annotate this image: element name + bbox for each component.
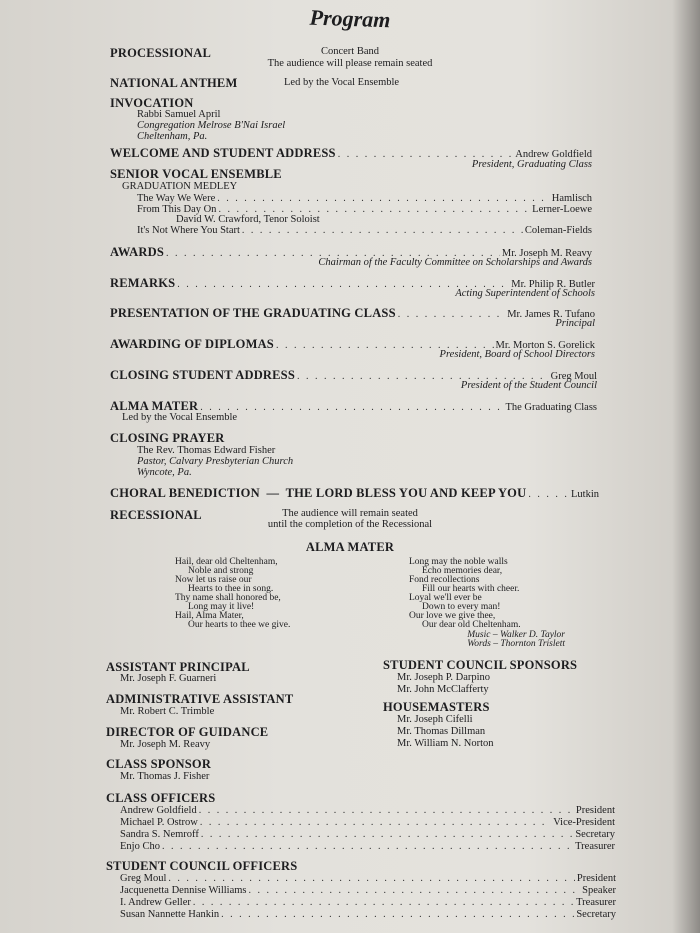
vocal-soloist: David W. Crawford, Tenor Soloist [176,214,320,225]
song-composer: Coleman-Fields [524,225,592,236]
leader-dots [168,873,575,884]
officer-name: Susan Nannette Hankin [120,909,220,920]
benediction-value: Lutkin [571,489,599,500]
officer-name: Enjo Cho [120,841,160,852]
invocation-congregation: Congregation Melrose B'Nai Israel [137,120,286,131]
recessional-line1: The audience will remain seated [282,508,418,519]
council-officers-label: STUDENT COUNCIL OFFICERS [106,859,298,873]
officer-role: President [576,873,616,884]
invocation-location: Cheltenham, Pa. [137,131,208,142]
leader-dots [528,489,569,500]
class-sponsor-name: Mr. Thomas J. Fisher [120,771,210,782]
housemaster-name: Mr. Joseph Cifelli [397,714,473,725]
remarks-title: Acting Superintendent of Schools [455,288,595,299]
admin-assistant-name: Mr. Robert C. Trimble [120,706,215,717]
housemaster-name: Mr. William N. Norton [397,738,494,749]
officer-role: President [575,805,615,816]
leader-dots [193,897,574,908]
verse-line: Hail, Alma Mater, [175,611,244,621]
verse-line: Long may the noble walls [409,557,508,567]
awards-title: Chairman of the Faculty Committee on Scholarships and Awards [318,257,592,268]
housemaster-name: Mr. Thomas Dillman [397,726,486,737]
officer-row [120,841,615,852]
officer-name: Sandra S. Nemroff [120,829,199,840]
officer-row [120,873,616,884]
awards-name: Mr. Joseph M. Reavy [501,248,592,259]
alma-mater-value: The Graduating Class [505,402,597,413]
verse-line: Noble and strong [188,566,254,576]
assistant-principal-name: Mr. Joseph F. Guarneri [120,673,217,684]
alma-mater-heading: ALMA MATER [305,540,395,554]
remarks-label: REMARKS [110,276,176,290]
benediction-row [110,486,599,501]
officer-name: Andrew Goldfield [120,805,197,816]
officer-row [120,897,616,908]
council-sponsor-name: Mr. Joseph P. Darpino [397,672,491,683]
welcome-title: President, Graduating Class [471,159,592,170]
verse-line: Our love we give thee, [409,611,496,621]
processional-line2: The audience will please remain seated [267,58,433,69]
recessional-label: RECESSIONAL [110,508,202,522]
guidance-name: Mr. Joseph M. Reavy [120,739,211,750]
song-row [137,193,592,204]
verse-line: Hearts to thee in song. [188,584,274,594]
leader-dots [201,829,574,840]
remarks-name: Mr. Philip R. Butler [511,279,595,290]
leader-dots [398,309,505,320]
officer-role: Treasurer [575,841,615,852]
welcome-name: Andrew Goldfield [515,149,592,160]
officer-name: Jacquenetta Dennise Williams [120,885,247,896]
page-title: Program [309,4,391,33]
verse-line: Loyal we'll ever be [409,593,482,603]
assistant-principal-label: ASSISTANT PRINCIPAL [106,660,250,674]
song-words-credit: Words – Thornton Trislett [467,639,565,649]
verse-line: Our dear old Cheltenham. [422,620,521,630]
processional-line1: Concert Band [320,46,380,57]
closing-address-name: Greg Moul [550,371,597,382]
officer-role: Secretary [576,909,616,920]
officer-row [120,909,616,920]
council-sponsors-label: STUDENT COUNCIL SPONSORS [383,658,578,672]
verse-line: Echo memories dear, [422,566,503,576]
awards-label: AWARDS [110,245,164,259]
officer-role: Speaker [582,885,616,896]
song-title: From This Day On [137,204,217,215]
alma-mater-note: Led by the Vocal Ensemble [122,412,238,423]
diplomas-title: President, Board of School Directors [439,349,595,360]
verse-line: Fill our hearts with cheer. [422,584,520,594]
song-row [137,225,592,236]
admin-assistant-label: ADMINISTRATIVE ASSISTANT [106,692,294,706]
officer-row [120,817,615,828]
guidance-label: DIRECTOR OF GUIDANCE [106,725,269,739]
invocation-name: Rabbi Samuel April [137,109,221,120]
officer-name: Michael P. Ostrow [120,817,198,828]
housemasters-label: HOUSEMASTERS [383,700,490,714]
officer-name: Greg Moul [120,873,167,884]
verse-line: Hail, dear old Cheltenham, [175,557,278,567]
presentation-title: Principal [555,318,595,329]
class-sponsor-label: CLASS SPONSOR [106,757,212,771]
officer-row [120,805,615,816]
presentation-label: PRESENTATION OF THE GRADUATING CLASS [110,306,396,320]
verse-line: Our hearts to thee we give. [188,620,291,630]
processional-label: PROCESSIONAL [110,46,212,60]
leader-dots [200,402,503,413]
officer-role: Secretary [575,829,615,840]
closing-prayer-location: Wyncote, Pa. [137,467,192,478]
vocal-label: SENIOR VOCAL ENSEMBLE [110,167,282,181]
song-title: It's Not Where You Start [137,225,240,236]
officer-role: Vice-President [553,817,615,828]
anthem-note: Led by the Vocal Ensemble [284,77,400,88]
diplomas-label: AWARDING OF DIPLOMAS [110,337,274,351]
verse-line: Fond recollections [409,575,480,585]
closing-prayer-church: Pastor, Calvary Presbyterian Church [137,456,294,467]
closing-prayer-label: CLOSING PRAYER [110,431,225,445]
alma-mater-label: ALMA MATER [110,399,199,413]
invocation-label: INVOCATION [110,96,194,110]
vocal-medley: GRADUATION MEDLEY [122,181,238,192]
song-title: The Way We Were [137,193,216,204]
class-officers-label: CLASS OFFICERS [106,791,216,805]
officer-name: I. Andrew Geller [120,897,191,908]
officer-role: Treasurer [576,897,616,908]
council-sponsor-name: Mr. John McClafferty [397,684,489,695]
closing-address-label: CLOSING STUDENT ADDRESS [110,368,295,382]
leader-dots [249,885,581,896]
leader-dots [242,225,523,236]
song-composer: Lerner-Loewe [532,204,592,215]
officer-row [120,885,616,896]
leader-dots [217,193,550,204]
officer-row [120,829,615,840]
leader-dots [199,805,574,816]
welcome-label: WELCOME AND STUDENT ADDRESS [110,146,336,160]
leader-dots [221,909,574,920]
leader-dots [162,841,573,852]
song-music-credit: Music – Walker D. Taylor [467,630,565,640]
presentation-name: Mr. James R. Tufano [507,309,595,320]
verse-line: Thy name shall honored be, [175,593,281,603]
verse-line: Long may it live! [188,602,255,612]
verse-line: Down to every man! [422,602,501,612]
closing-prayer-name: The Rev. Thomas Edward Fisher [137,445,276,456]
recessional-line2: until the completion of the Recessional [267,519,433,530]
anthem-label: NATIONAL ANTHEM [110,76,238,90]
diplomas-name: Mr. Morton S. Gorelick [495,340,595,351]
leader-dots [200,817,551,828]
closing-address-title: President of the Student Council [460,380,597,391]
benediction-label: CHORAL BENEDICTION — THE LORD BLESS YOU AND KEEP YOU [110,486,527,500]
verse-line: Now let us raise our [175,575,252,585]
song-composer: Hamlisch [551,193,592,204]
